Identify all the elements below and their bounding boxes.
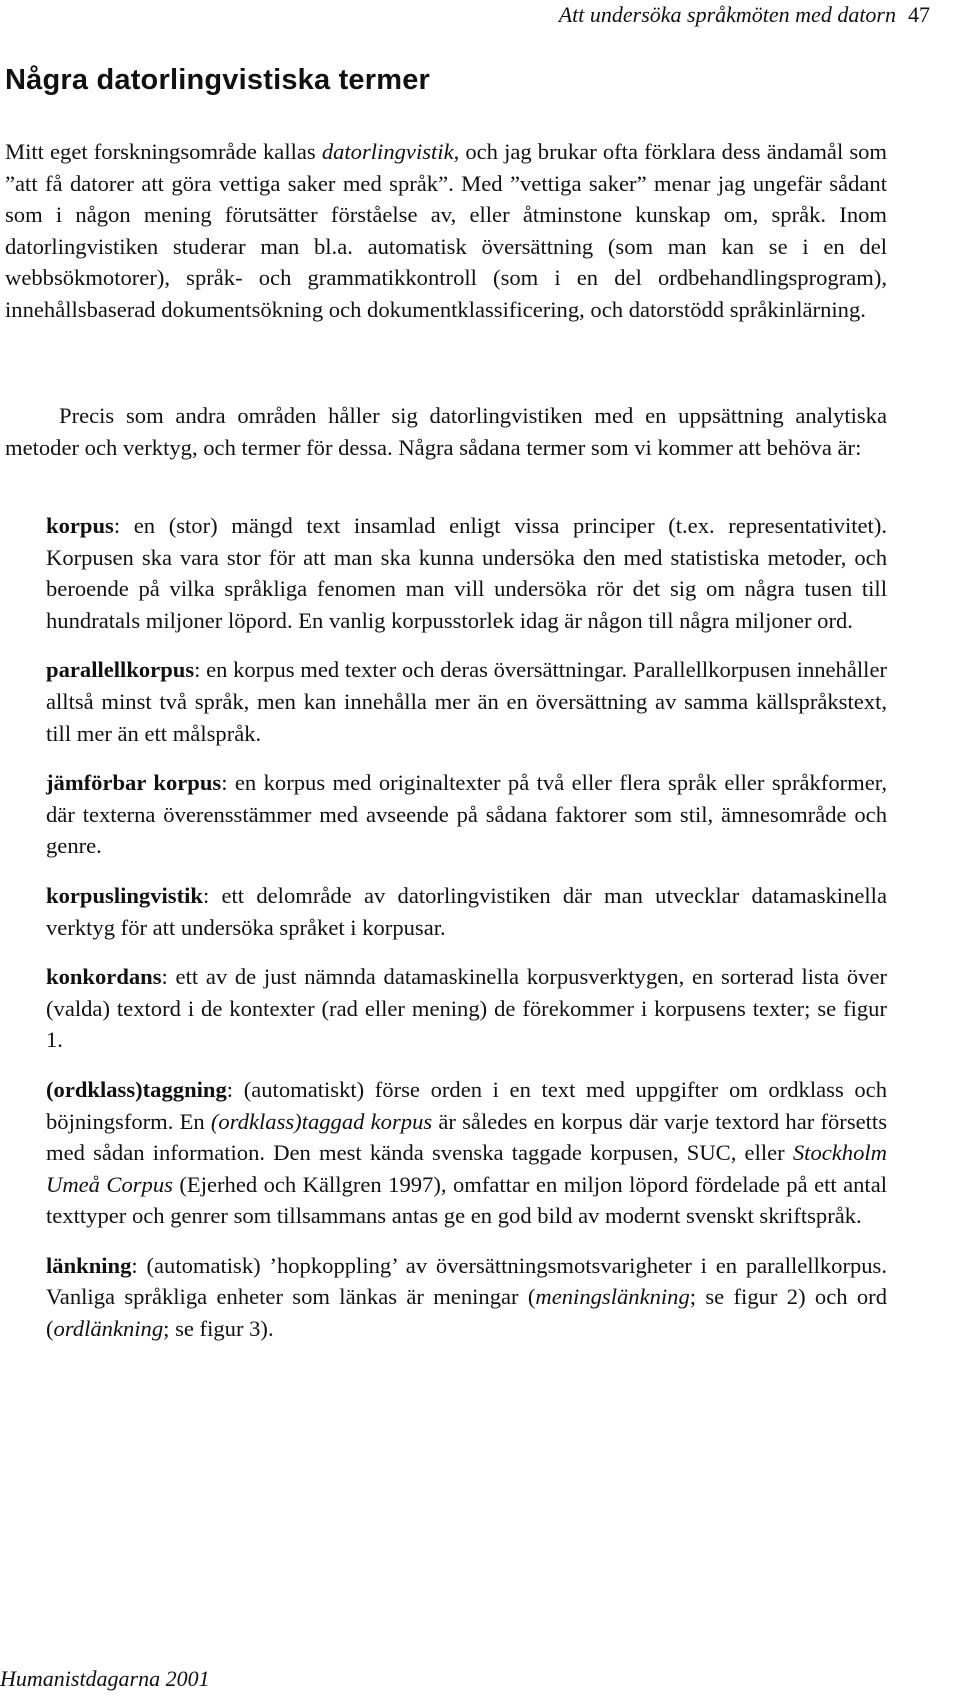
- definition: : ett delområde av datorlingvistiken där man utvecklar datamaskinella verktyg för att undersöka språket i korpusar.: [46, 882, 887, 940]
- intro-paragraph-1: Mitt eget forskningsområde kallas datorlingvistik, och jag brukar ofta förklara dess ändamål som ”att få datorer att göra vettiga saker med språk”. Med ”vettiga saker” menar jag ungefär sådant som i någon mening förutsätter förståelse av, eller åtminstone kunskap om, språk. Inom datorlingvistiken studerar man bl.a. automatisk översättning (som man kan se i en del webbsökmotorer), språk- och grammatikkontroll (som i en del ordbehandlingsprogram), innehållsbaserad dokumentsökning och dokumentklassificering, och datorstödd språkinlärning.: [5, 139, 887, 322]
- term-list: [46, 510, 887, 1363]
- term: konkordans: [46, 964, 162, 990]
- term: länkning: [46, 1252, 132, 1278]
- definition: : en (stor) mängd text insamlad enligt vissa principer (t.ex. representativitet). Korpusen ska vara stor för att man ska kunna undersöka den med statistiska metoder, och beroende på vilka språkliga fenomen man vill undersöka rör det sig om några tusen till hundratals miljoner löpord. En vanlig korpusstorlek idag är någon till några miljoner ord.: [46, 513, 887, 633]
- definition: : en korpus med originaltexter på två eller flera språk eller språkformer, där texterna överensstämmer med avseende på sådana faktorer som stil, ämnesområde och genre.: [46, 770, 888, 859]
- section-title: Några datorlingvistiska termer: [5, 64, 431, 96]
- emphasis: datorlingvistik: [321, 139, 454, 164]
- emphasis: ordlänkning: [53, 1316, 164, 1342]
- footer: Humanistdagarna 2001: [0, 1666, 210, 1691]
- term-entry-linking: länkning: (automatisk) ’hopkoppling’ av översättningsmotsvarigheter i en parallellkorpus. Vanliga språkliga enheter som länkas är meningar (meningslänkning; se figur 2) och ord (ordlänkning; se figur 3).: [46, 1252, 887, 1342]
- term-entry: [46, 767, 887, 862]
- intro-paragraph-2: Precis som andra områden håller sig datorlingvistiken med en uppsättning analytiska metoder och verktyg, och termer för dessa. Några sådana termer som vi kommer att behöva är:: [5, 403, 887, 460]
- page-number: 47: [908, 2, 930, 27]
- emphasis: meningslänkning: [535, 1284, 690, 1310]
- term: jämförbar korpus: [46, 770, 222, 796]
- emphasis: Stockholm Umeå Corpus: [46, 1140, 887, 1197]
- term-entry: [46, 961, 887, 1056]
- definition: : en korpus med texter och deras översättningar. Parallellkorpusen innehåller alltså minst två språk, men kan innehålla mer än en översättning av samma källspråkstext, till mer än ett målspråk.: [46, 657, 887, 746]
- term: korpuslingvistik: [46, 882, 203, 908]
- term: korpus: [46, 513, 114, 538]
- term-entry-tagging: (ordklass)taggning: (automatiskt) förse orden i en text med uppgifter om ordklass och böjningsform. En (ordklass)taggad korpus är således en korpus där varje textord har försetts med sådan information. Den mest kända svenska taggade korpusen, SUC, eller Stockholm Umeå Corpus (Ejerhed och Källgren 1997), omfattar en miljon löpord fördelade på ett antal texttyper och genrer som tillsammans antas ge en god bild av modernt svenskt skriftspråk.: [46, 1076, 888, 1229]
- term: parallellkorpus: [46, 657, 195, 683]
- term-entry: [46, 654, 887, 749]
- definition: : ett av de just nämnda datamaskinella korpusverktygen, en sorterad lista över (valda) textord i de kontexter (rad eller mening) de förekommer i korpusens texter; se figur 1.: [46, 964, 887, 1053]
- running-header: [559, 2, 930, 28]
- term: (ordklass)taggning: [46, 1076, 227, 1102]
- emphasis: (ordklass)taggad korpus: [210, 1108, 433, 1134]
- term-entry: [46, 880, 887, 943]
- running-title: Att undersöka språkmöten med datorn: [558, 2, 896, 27]
- term-entry: [46, 510, 887, 636]
